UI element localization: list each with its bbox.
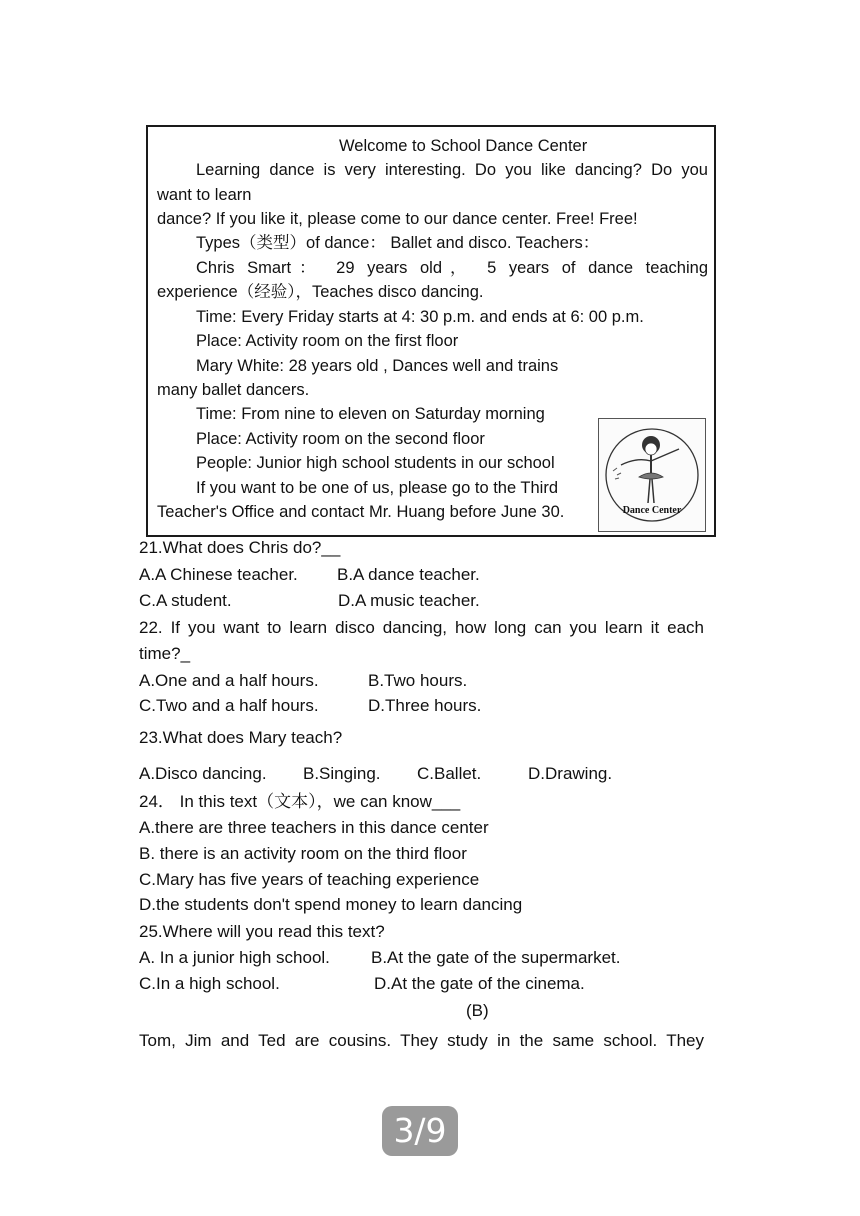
question-22-stem-line-1: 22. If you want to learn disco dancing, how long can you learn it each: [139, 618, 704, 637]
notice-intro-line-2: want to learn: [157, 186, 252, 204]
question-22-option-a: A.One and a half hours.: [139, 671, 319, 690]
question-22-option-b: B.Two hours.: [368, 671, 468, 690]
question-21-option-a: A.A Chinese teacher.: [139, 565, 298, 584]
notice-contact-line-2: Teacher's Office and contact Mr. Huang before June 30.: [157, 503, 565, 521]
question-25-option-c: C.In a high school.: [139, 974, 280, 993]
notice-intro-line-3: dance? If you like it, please come to our dance center. Free! Free!: [157, 210, 638, 228]
dance-center-logo: [598, 418, 706, 532]
question-24-option-b: B. there is an activity room on the third floor: [139, 844, 467, 863]
section-b-heading: (B): [466, 1001, 489, 1020]
question-25-stem: 25.Where will you read this text?: [139, 922, 385, 941]
notice-people: People: Junior high school students in our school: [196, 454, 555, 472]
question-23-option-d: D.Drawing.: [528, 764, 613, 783]
question-21-stem: 21.What does Chris do?__: [139, 538, 341, 557]
question-23-stem: 23.What does Mary teach?: [139, 728, 343, 747]
notice-intro-line-1: Learning dance is very interesting. Do you like dancing? Do you: [196, 161, 708, 179]
question-21-option-d: D.A music teacher.: [338, 591, 480, 610]
notice-contact-line-1: If you want to be one of us, please go to the Third: [196, 479, 559, 497]
notice-chris-place: Place: Activity room on the first floor: [196, 332, 459, 350]
question-23-option-c: C.Ballet.: [417, 764, 482, 783]
question-25-option-a: A. In a junior high school.: [139, 948, 330, 967]
question-22-stem-line-2: time?_: [139, 644, 191, 663]
question-24-stem: 24． In this text（文本），we can know___: [139, 792, 461, 811]
logo-label: Dance Center: [622, 505, 682, 516]
notice-mary-place: Place: Activity room on the second floor: [196, 430, 485, 448]
question-25-option-b: B.At the gate of the supermarket.: [371, 948, 621, 967]
question-22-option-d: D.Three hours.: [368, 696, 482, 715]
question-22-option-c: C.Two and a half hours.: [139, 696, 319, 715]
notice-chris-line-2: experience（经验），Teaches disco dancing.: [157, 283, 484, 301]
question-23-option-a: A.Disco dancing.: [139, 764, 267, 783]
notice-dance-types: Types（类型）of dance： Ballet and disco. Teachers：: [196, 234, 600, 252]
notice-mary-line-2: many ballet dancers.: [157, 381, 310, 399]
page-indicator: 3/9: [382, 1106, 458, 1156]
question-24-option-c: C.Mary has five years of teaching experience: [139, 870, 480, 889]
notice-title: Welcome to School Dance Center: [339, 137, 588, 155]
notice-chris-time: Time: Every Friday starts at 4: 30 p.m. and ends at 6: 00 p.m.: [196, 308, 644, 326]
notice-chris-line-1: Chris Smart： 29 years old， 5 years of dance teaching: [196, 259, 708, 277]
notice-mary-time: Time: From nine to eleven on Saturday morning: [196, 405, 545, 423]
notice-mary-line-1: Mary White: 28 years old , Dances well and trains: [196, 357, 559, 375]
question-23-option-b: B.Singing.: [303, 764, 381, 783]
question-24-option-d: D.the students don't spend money to learn dancing: [139, 895, 523, 914]
question-25-option-d: D.At the gate of the cinema.: [374, 974, 585, 993]
question-21-option-c: C.A student.: [139, 591, 232, 610]
question-24-option-a: A.there are three teachers in this dance center: [139, 818, 489, 837]
section-b-paragraph-line-1: Tom, Jim and Ted are cousins. They study in the same school. They: [139, 1031, 704, 1050]
question-21-option-b: B.A dance teacher.: [337, 565, 480, 584]
